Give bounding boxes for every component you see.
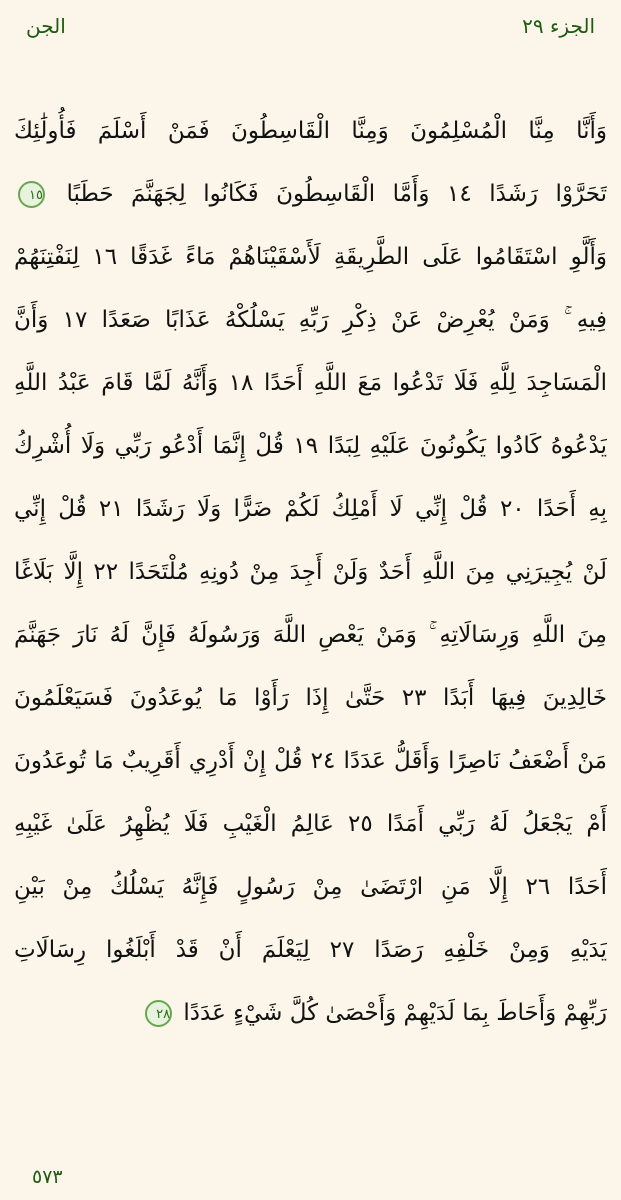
text-line: أَمْ يَجْعَلُ لَهُ رَبِّي أَمَدًا ٢٥ عَالِمُ الْغَيْبِ فَلَا يُظْهِرُ عَلَىٰ غَيْبِهِ xyxy=(14,811,607,837)
ayah-number-marker: ١٥ xyxy=(18,181,45,208)
text-line: لَنْ يُجِيرَنِي مِنَ اللَّهِ أَحَدٌ وَلَنْ أَجِدَ مِنْ دُونِهِ مُلْتَحَدًا ٢٢ إِلَّا بَلَاغًا xyxy=(14,559,607,585)
text-line: وَأَنَّا مِنَّا الْمُسْلِمُونَ وَمِنَّا الْقَاسِطُونَ فَمَنْ أَسْلَمَ فَأُولَٰئِكَ xyxy=(14,118,607,144)
text-line: بِهِ أَحَدًا ٢٠ قُلْ إِنِّي لَا أَمْلِكُ لَكُمْ ضَرًّا وَلَا رَشَدًا ٢١ قُلْ إِنِّي xyxy=(14,496,607,522)
text-line: تَحَرَّوْا رَشَدًا ١٤ وَأَمَّا الْقَاسِطُونَ فَكَانُوا لِجَهَنَّمَ حَطَبًا ١٥ xyxy=(14,163,607,226)
text-line: خَالِدِينَ فِيهَا أَبَدًا ٢٣ حَتَّىٰ إِذَا رَأَوْا مَا يُوعَدُونَ فَسَيَعْلَمُونَ xyxy=(14,685,607,711)
text-line: مَنْ أَضْعَفُ نَاصِرًا وَأَقَلُّ عَدَدًا ٢٤ قُلْ إِنْ أَدْرِي أَقَرِيبٌ مَا تُوعَدُونَ xyxy=(14,748,607,774)
text-line: يَدْعُوهُ كَادُوا يَكُونُونَ عَلَيْهِ لِبَدًا ١٩ قُلْ إِنَّمَا أَدْعُو رَبِّي وَلَا أُشْرِكُ xyxy=(14,433,607,459)
surah-name: الجن xyxy=(26,14,66,38)
quran-page-text xyxy=(14,100,607,1045)
page-header xyxy=(0,0,621,52)
text-line: رَبِّهِمْ وَأَحَاطَ بِمَا لَدَيْهِمْ وَأَحْصَىٰ كُلَّ شَيْءٍ عَدَدًا ٢٨ xyxy=(14,982,607,1045)
ayah-number-marker: ٢٨ xyxy=(145,1000,172,1027)
text-line: يَدَيْهِ وَمِنْ خَلْفِهِ رَصَدًا ٢٧ لِيَعْلَمَ أَنْ قَدْ أَبْلَغُوا رِسَالَاتِ xyxy=(14,937,607,963)
text-line: مِنَ اللَّهِ وَرِسَالَاتِهِ ۚ وَمَنْ يَعْصِ اللَّهَ وَرَسُولَهُ فَإِنَّ لَهُ نَارَ جَهَنَّمَ xyxy=(14,622,607,648)
text-line: الْمَسَاجِدَ لِلَّهِ فَلَا تَدْعُوا مَعَ اللَّهِ أَحَدًا ١٨ وَأَنَّهُ لَمَّا قَامَ عَبْدُ اللَّهِ xyxy=(14,370,607,396)
text-line: وَأَلَّوِ اسْتَقَامُوا عَلَى الطَّرِيقَةِ لَأَسْقَيْنَاهُمْ مَاءً غَدَقًا ١٦ لِنَفْتِنَهُمْ xyxy=(14,244,607,270)
text-line: فِيهِ ۚ وَمَنْ يُعْرِضْ عَنْ ذِكْرِ رَبِّهِ يَسْلُكْهُ عَذَابًا صَعَدًا ١٧ وَأَنَّ xyxy=(14,307,607,333)
text-line: أَحَدًا ٢٦ إِلَّا مَنِ ارْتَضَىٰ مِنْ رَسُولٍ فَإِنَّهُ يَسْلُكُ مِنْ بَيْنِ xyxy=(14,874,607,900)
page-number: ٥٧٣ xyxy=(32,1166,63,1188)
juz-label: الجزء ٢٩ xyxy=(522,14,595,38)
